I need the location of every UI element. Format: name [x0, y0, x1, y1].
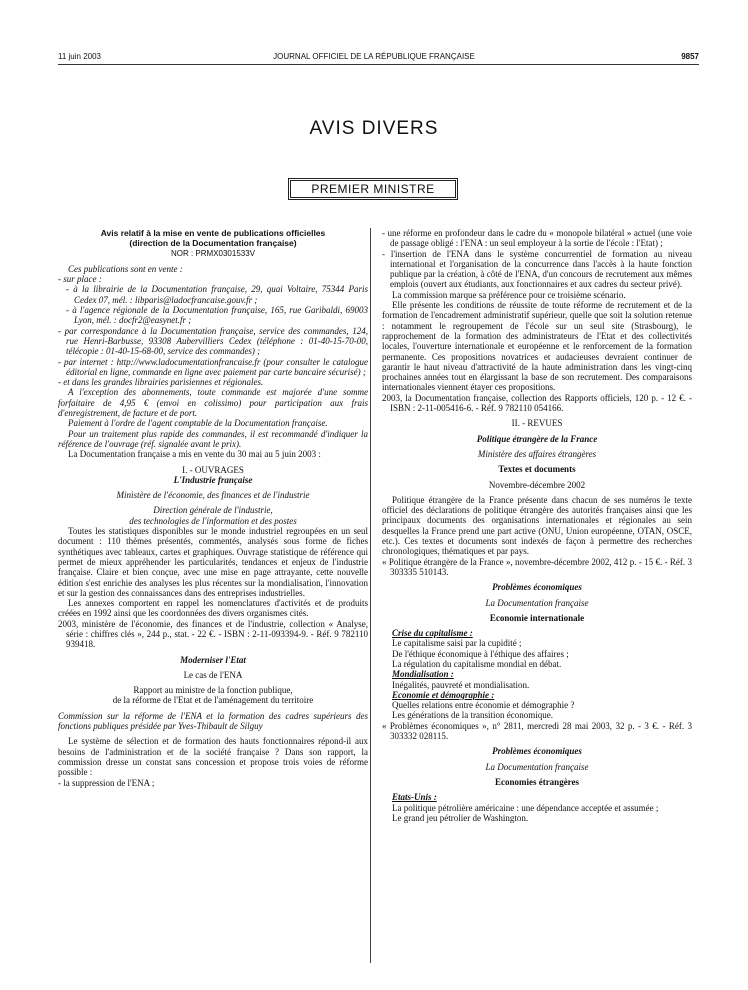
ena-option-3: - l'insertion de l'ENA dans le système concurrentiel de formation au niveau international et l'organisation de la concurrence dans l'accès à la haute fonction publique par la création, à côté de l'ENA, d'un concours de recrutement aux mêmes emplois (ouvert aux étudiants, aux fonctionnaires et aux cadres du secteur privé).	[382, 248, 692, 290]
section-ouvrages: I. - OUVRAGES	[182, 464, 244, 475]
topic-etats-unis: Etats-Unis :	[392, 792, 437, 803]
ena-option-2: - une réforme en profondeur dans le cadre du « monopole bilatéral » actuel (une voie de passage obligé : l'ENA : un seul employeur à la sortie de l'école : l'Etat) ;	[382, 228, 692, 249]
topic-line-8: Le grand jeu pétrolier de Washington.	[392, 812, 529, 823]
review-ministry: Ministère des affaires étrangères	[477, 448, 597, 459]
book-subtitle-ena: Le cas de l'ENA	[183, 669, 243, 680]
review-title-problemes-2: Problèmes économiques	[492, 746, 582, 757]
topic-crise: Crise du capitalisme :	[392, 628, 473, 639]
book-reference: 2003, ministère de l'économie, des finances et de l'industrie, collection « Analyse, série : chiffres clés », 244 p., stat. - 22 €. - ISBN : 2-11-093394-9. - Réf. 9 782110 939418.	[58, 618, 368, 650]
right-column	[382, 228, 692, 823]
review-reference: « Politique étrangère de la France », novembre-décembre 2002, 412 p. - 15 €. - Réf. 3 303335 510143.	[382, 556, 692, 577]
review-title-problemes-1: Problèmes économiques	[492, 582, 582, 593]
header-rule	[58, 64, 699, 65]
sales-onsite: - sur place :	[58, 274, 102, 285]
ena-reference: 2003, la Documentation française, collection des Rapports officiels, 120 p. - 12 €. - ISBN : 2-11-005416-6. - Réf. 9 782110 054166.	[382, 392, 692, 414]
topic-line-5: Quelles relations entre économie et démographie ?	[392, 700, 575, 711]
review-subtitle: Textes et documents	[498, 464, 576, 475]
book-annexes: Les annexes comportent en rappel les nomenclatures d'activités et de produits créées en 1992 ainsi que les coordonnées des divers organismes cités.	[58, 598, 368, 619]
sale-dates: La Documentation française a mis en vente du 30 mai au 5 juin 2003 :	[68, 449, 321, 460]
problemes-reference: « Problèmes économiques », n° 2811, mercredi 28 mai 2003, 32 p. - 3 €. - Réf. 3 303332 028115.	[382, 720, 692, 742]
ministry-box: PREMIER MINISTRE	[288, 178, 458, 200]
book-direction-1: Direction générale de l'industrie,	[153, 505, 273, 516]
column-divider	[370, 228, 371, 963]
avis-title: Avis relatif à la mise en vente de publications officielles	[100, 228, 326, 238]
ena-option-1: - la suppression de l'ENA ;	[58, 777, 155, 788]
header-date: 11 juin 2003	[58, 52, 101, 61]
left-column	[58, 228, 368, 788]
section-revues: II. - REVUES	[511, 418, 563, 429]
review-publisher-2: La Documentation française	[485, 761, 589, 772]
payment-note: Paiement à l'ordre de l'agent comptable de la Documentation française.	[68, 418, 328, 429]
commission-preference: La commission marque sa préférence pour ce troisième scénario.	[392, 289, 626, 300]
topic-line-2: De l'éthique économique à l'éthique des affaires ;	[392, 648, 569, 659]
topic-line-4: Inégalités, pauvreté et mondialisation.	[392, 679, 530, 690]
topic-demographie: Economie et démographie :	[392, 689, 495, 700]
ena-description: Le système de sélection et de formation des hauts fonctionnaires répond-il aux besoins de l'administration et de la société française ? Dans son rapport, la commission dresse un constat sans concession et propose trois voies de réforme possible :	[58, 736, 368, 778]
topic-line-6: Les générations de la transition économique.	[392, 710, 553, 721]
sales-paris: - à la librairie de la Documentation française, 29, quai Voltaire, 75344 Paris Cedex 07, mél. : libparis@ladocfrancaise.gouv.fr ;	[66, 284, 368, 305]
avis-subtitle: (direction de la Documentation française)	[129, 238, 297, 249]
sales-lyon: - à l'agence régionale de la Documentation française, 165, rue Garibaldi, 69003 Lyon, mél. : docfr2@easynet.fr ;	[66, 305, 368, 326]
review-theme-internationale: Economie internationale	[489, 612, 585, 623]
sales-intro: Ces publications sont en vente :	[68, 263, 183, 274]
nor-reference: NOR : PRMX0301533V	[170, 248, 256, 258]
commission-note: Commission sur la réforme de l'ENA et la formation des cadres supérieurs des fonctions publiques présidée par Yves-Thibault de Silguy	[58, 710, 368, 732]
book-direction-2: des technologies de l'information et des postes	[129, 515, 297, 526]
page-title: AVIS DIVERS	[309, 118, 439, 139]
book-ministry: Ministère de l'économie, des finances et de l'industrie	[116, 490, 310, 501]
review-theme-etrangeres: Economies étrangères	[494, 776, 580, 787]
review-title-politique: Politique étrangère de la France	[476, 433, 598, 444]
review-publisher-1: La Documentation française	[485, 597, 589, 608]
topic-line-3: La régulation du capitalisme mondial en débat.	[392, 658, 562, 669]
book-title-industrie: L'Industrie française	[173, 474, 253, 485]
sales-bookstores: - et dans les grandes librairies parisiennes et régionales.	[58, 377, 264, 388]
header-journal-title: JOURNAL OFFICIEL DE LA RÉPUBLIQUE FRANÇAISE	[273, 52, 475, 61]
book-description: Toutes les statistiques disponibles sur le monde industriel regroupées en un seul document : 110 thèmes présentés, commentés, analysés sous forme de fiches synthétiques avec tableaux, cartes et graphiques. Ouvrage statistique de référence qui permet de mieux appréhender les particularités, tendances et enjeux de l'industrie française. Claire et bien conçue, avec une mise en page attrayante, cette nouvelle édition s'est enrichie des analyses les plus récentes sur la mondialisation, l'innovation et sur la gestion des connaissances dans des entreprises industrielles.	[58, 526, 368, 598]
report-line-1: Rapport au ministre de la fonction publique,	[133, 685, 293, 696]
reference-note: Pour un traitement plus rapide des commandes, il est recommandé d'indiquer la référence de l'ouvrage (réf. signalée avant le prix).	[58, 428, 368, 449]
topic-line-1: Le capitalisme saisi par la cupidité ;	[392, 638, 522, 649]
book-title-moderniser: Moderniser l'Etat	[180, 654, 246, 665]
review-description: Politique étrangère de la France présente dans chacun de ses numéros le texte officiel des déclarations de politique étrangère des autorités françaises ainsi que les principaux documents des organisations internationales et régionales au sein desquelles la France prend une part active (ONU, Union européenne, OTAN, OSCE, etc.). Ces textes et documents sont indexés de façon à permettre des recherches chronologiques, thématiques et par pays.	[382, 494, 692, 557]
review-date: Novembre-décembre 2002	[488, 479, 586, 490]
shipping-note: A l'exception des abonnements, toute commande est majorée d'une somme forfaitaire de 4,95 € (envoi en colissimo) pour participation aux frais d'enregistrement, de facture et de port.	[58, 387, 368, 419]
reform-conditions: Elle présente les conditions de réussite de toute réforme de recrutement et de la formation de l'encadrement administratif supérieur, quelle que soit la solution retenue : notamment le regroupement de l'école sur un seul site (Strasbourg), le rapprochement de la formation des administrateurs de l'Etat et des collectivités locales, l'ouverture internationale et européenne et le renforcement de la formation permanente. Ces propositions novatrices et audacieuses devraient continuer de garantir le haut niveau d'attractivité de la haute administration dans les vingt-cinq prochaines années tout en élargissant la base de son recrutement. Des comparaisons internationales viennent étayer ces propositions.	[382, 300, 692, 393]
header-page-number: 9857	[681, 52, 699, 61]
report-line-2: de la réforme de l'Etat et de l'aménagement du territoire	[112, 695, 314, 706]
sales-internet: - par internet : http://www.ladocumentationfrancaise.fr (pour consulter le catalogue éditorial en ligne, commande en ligne avec paiement par carte bancaire sécurisé) ;	[58, 356, 368, 377]
topic-mondialisation: Mondialisation :	[392, 669, 454, 680]
sales-mail: - par correspondance à la Documentation française, service des commandes, 124, rue Henri-Barbusse, 93308 Aubervilliers Cedex (téléphone : 01-40-15-70-00, télécopie : 01-40-15-68-00, service des commandes) ;	[58, 325, 368, 357]
topic-line-7: La politique pétrolière américaine : une dépendance acceptée et assumée ;	[392, 802, 659, 813]
